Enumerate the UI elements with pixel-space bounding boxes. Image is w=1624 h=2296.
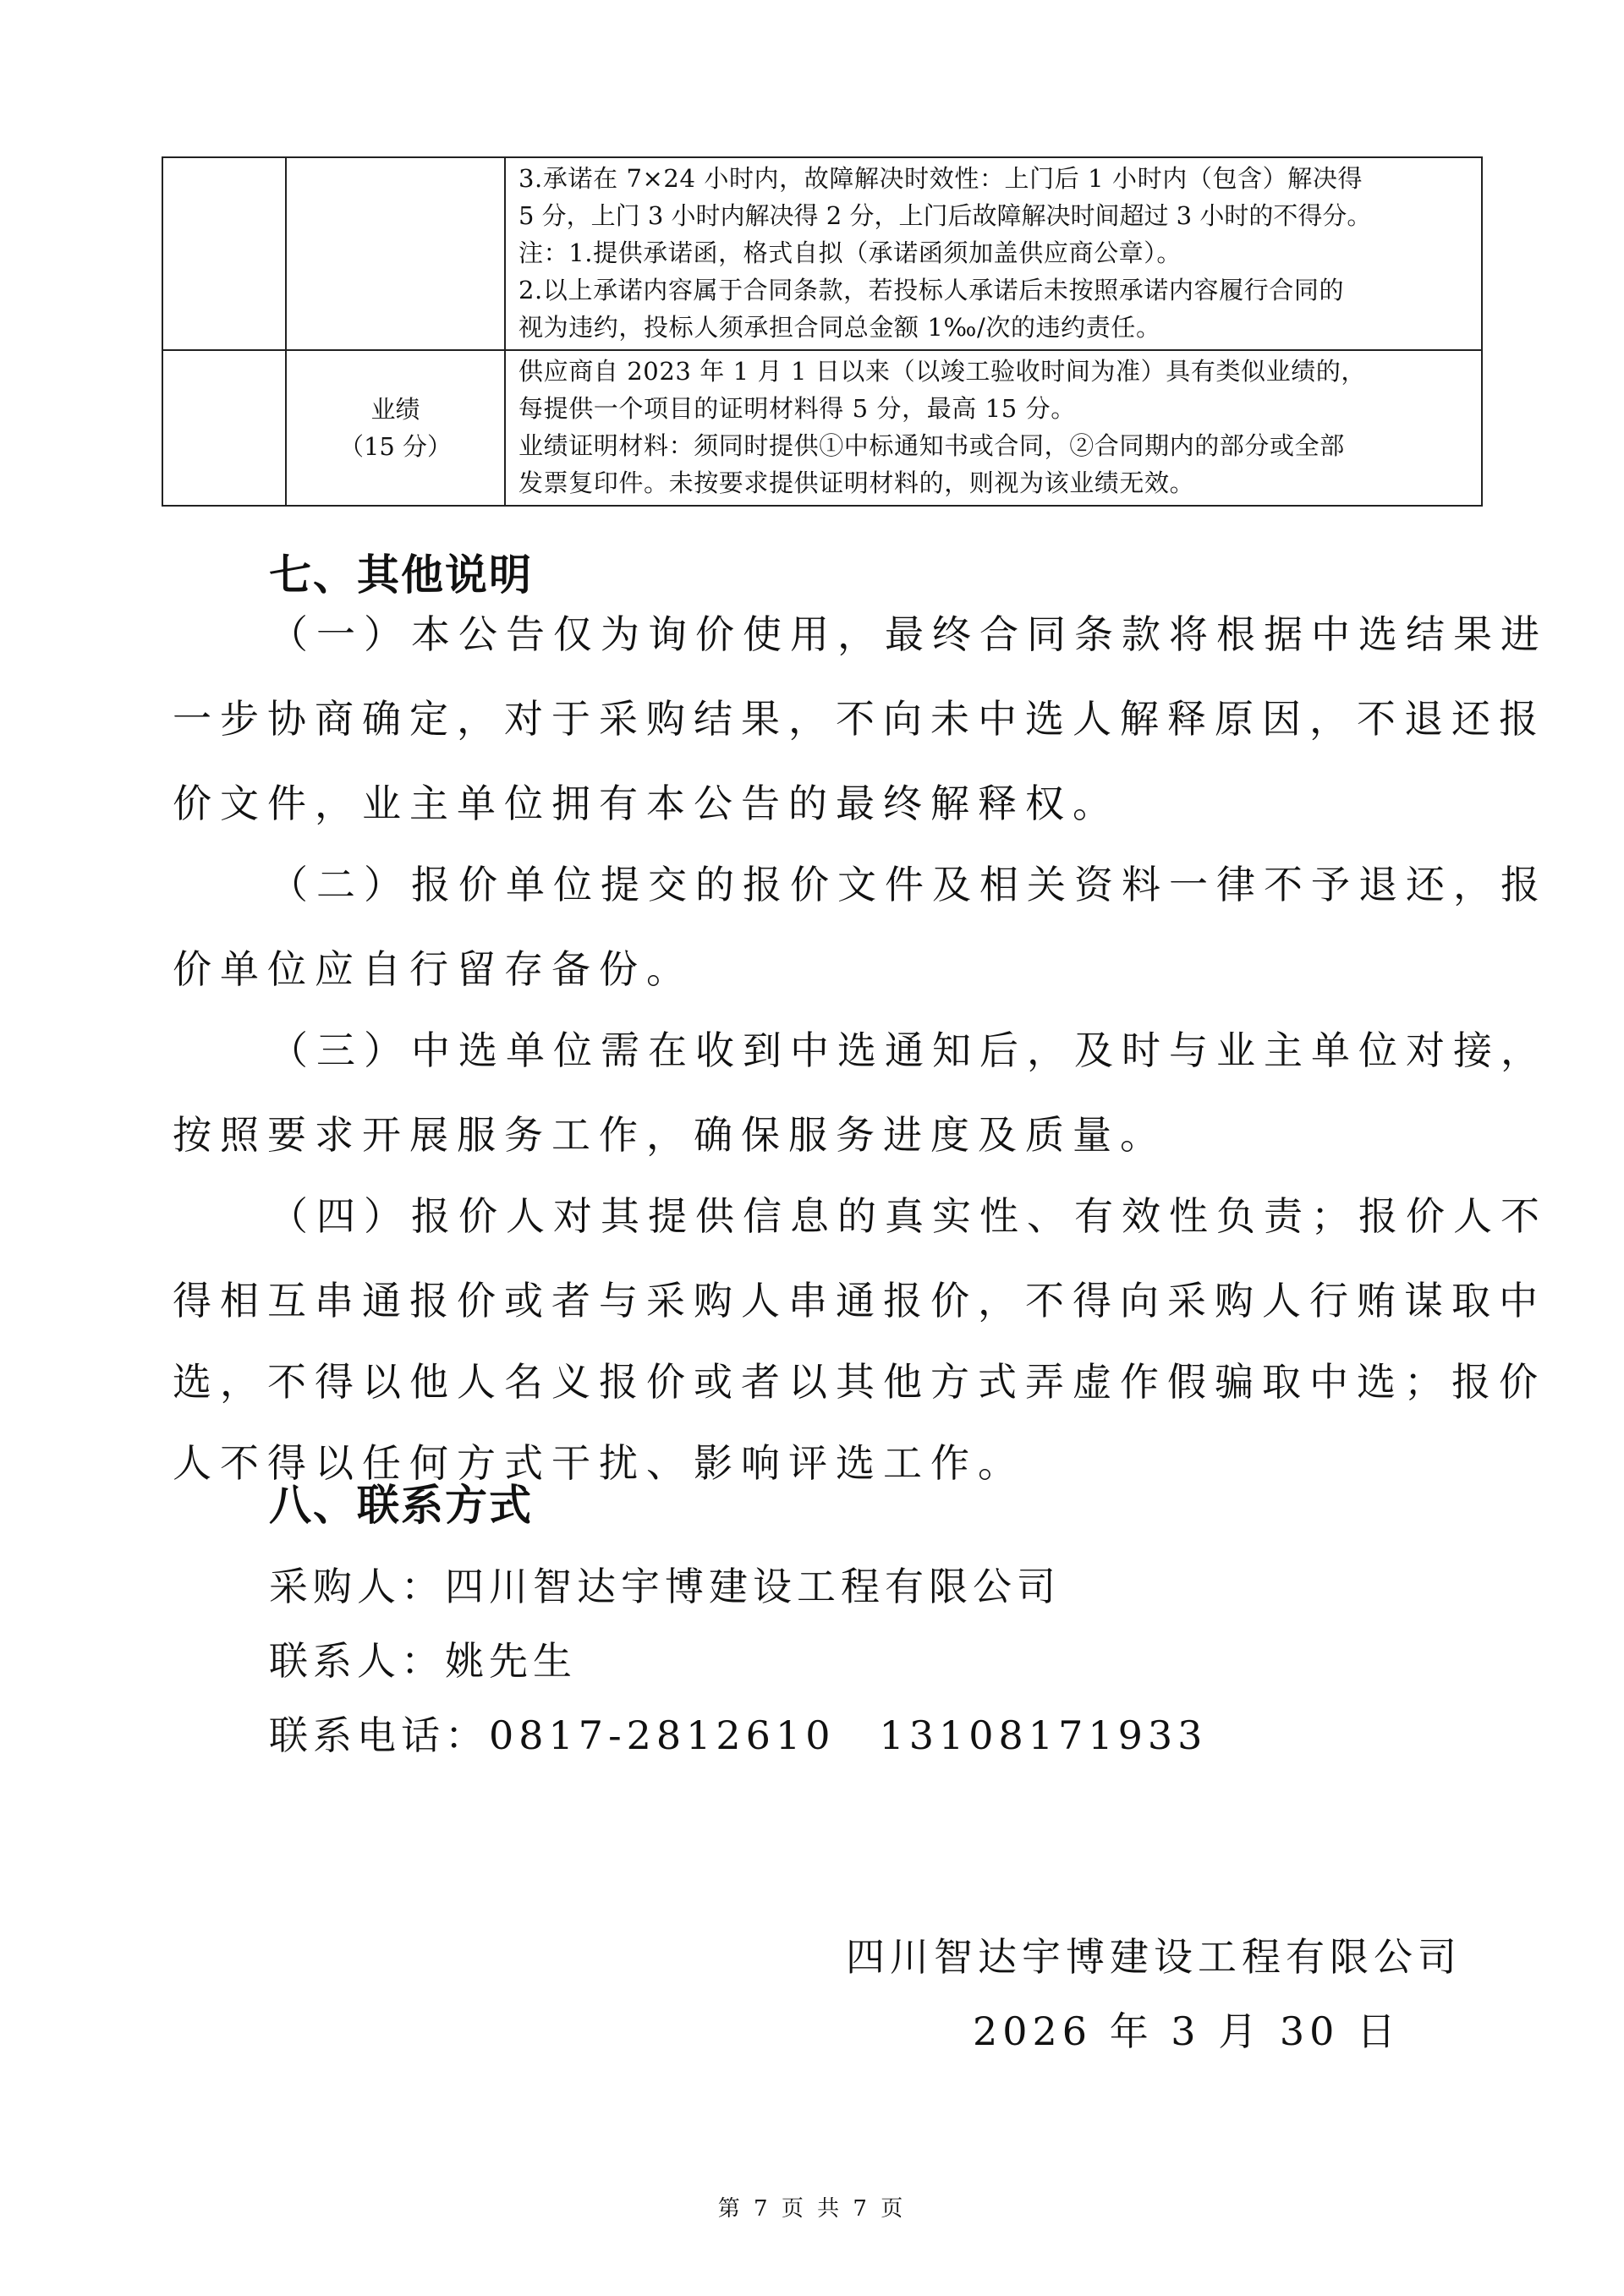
paragraph-line: 选，不得以他人名义报价或者以其他方式弄虚作假骗取中选；报价 — [173, 1359, 1546, 1405]
scoring-table — [162, 156, 1483, 507]
criteria-line: 供应商自 2023 年 1 月 1 日以来（以竣工验收时间为准）具有类似业绩的， — [518, 357, 1367, 386]
item-score: （15 分） — [338, 432, 453, 461]
table-cell-item — [286, 350, 505, 506]
paragraph-line: （一）本公告仅为询价使用，最终合同条款将根据中选结果进 — [269, 611, 1548, 657]
table-cell-criteria — [505, 157, 1482, 350]
paragraph-line: （二）报价单位提交的报价文件及相关资料一律不予退还，报 — [269, 862, 1548, 907]
table-row — [162, 350, 1482, 506]
criteria-line: 3.承诺在 7×24 小时内，故障解决时效性：上门后 1 小时内（包含）解决得 — [518, 164, 1363, 193]
table-cell-criteria — [505, 350, 1482, 506]
signature-company: 四川智达宇博建设工程有限公司 — [846, 1934, 1462, 1980]
criteria-line: 视为违约，投标人须承担合同总金额 1‰/次的违约责任。 — [518, 313, 1161, 342]
criteria-line: 发票复印件。未按要求提供证明材料的，则视为该业绩无效。 — [518, 469, 1195, 497]
paragraph-line: 价单位应自行留存备份。 — [173, 946, 694, 992]
paragraph-line: 按照要求开展服务工作，确保服务进度及质量。 — [173, 1112, 1167, 1158]
paragraph-line: 价文件，业主单位拥有本公告的最终解释权。 — [173, 781, 1120, 826]
contact-person-line: 联系人：姚先生 — [269, 1638, 577, 1684]
criteria-line: 每提供一个项目的证明材料得 5 分，最高 15 分。 — [518, 394, 1076, 423]
paragraph-line: 得相互串通报价或者与采购人串通报价，不得向采购人行贿谋取中 — [173, 1278, 1546, 1323]
contact-phone-line: 联系电话：0817-2812610 13108171933 — [269, 1712, 1208, 1758]
criteria-line: 注：1.提供承诺函，格式自拟（承诺函须加盖供应商公章）。 — [518, 238, 1182, 267]
criteria-line: 2.以上承诺内容属于合同条款，若投标人承诺后未按照承诺内容履行合同的 — [518, 276, 1345, 304]
section-heading-contact: 八、联系方式 — [269, 1481, 533, 1530]
item-name: 业绩 — [370, 395, 420, 424]
paragraph-line: 人不得以任何方式干扰、影响评选工作。 — [173, 1440, 1025, 1486]
section-heading-other-notes: 七、其他说明 — [269, 551, 533, 600]
criteria-line: 5 分，上门 3 小时内解决得 2 分，上门后故障解决时间超过 3 小时的不得分。 — [518, 201, 1372, 230]
page-number: 第 7 页 共 7 页 — [717, 2196, 907, 2222]
signature-date: 2026 年 3 月 30 日 — [973, 2008, 1401, 2054]
table-cell-category — [162, 350, 286, 506]
paragraph-line: （四）报价人对其提供信息的真实性、有效性负责；报价人不 — [269, 1193, 1548, 1239]
table-row — [162, 157, 1482, 350]
paragraph-line: （三）中选单位需在收到中选通知后，及时与业主单位对接， — [269, 1027, 1548, 1073]
paragraph-line: 一步协商确定，对于采购结果，不向未中选人解释原因，不退还报 — [173, 696, 1546, 742]
criteria-line: 业绩证明材料：须同时提供①中标通知书或合同，②合同期内的部分或全部 — [518, 431, 1345, 460]
table-cell-category — [162, 157, 286, 350]
table-cell-item — [286, 157, 505, 350]
purchaser-line: 采购人：四川智达宇博建设工程有限公司 — [269, 1564, 1061, 1609]
